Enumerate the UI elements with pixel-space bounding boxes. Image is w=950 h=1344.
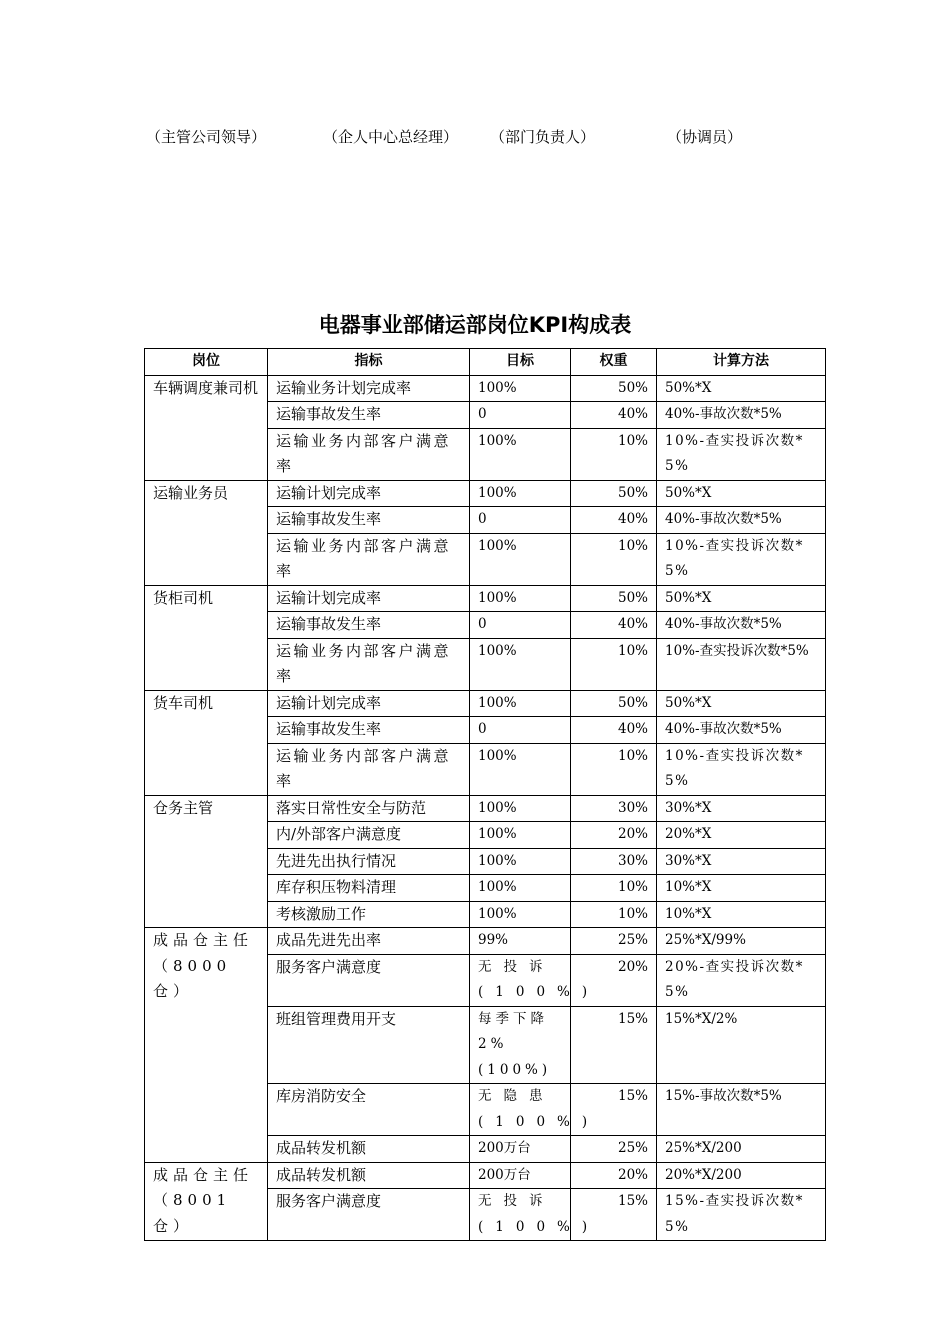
target-cell: 100% — [470, 848, 571, 875]
method-cell: 30%*X — [657, 795, 826, 822]
weight-cell: 25% — [571, 928, 657, 955]
weight-cell: 50% — [571, 690, 657, 717]
weight-cell: 40% — [571, 717, 657, 744]
weight-cell: 20% — [571, 954, 657, 1006]
weight-cell: 40% — [571, 507, 657, 534]
header-position: 岗位 — [145, 349, 268, 376]
header-method: 计算方法 — [657, 349, 826, 376]
method-cell: 40%-事故次数*5% — [657, 612, 826, 639]
signature-company-leader: （主管公司领导） — [146, 128, 267, 146]
weight-cell: 10% — [571, 901, 657, 928]
position-cell: 仓务主管 — [145, 795, 268, 928]
weight-cell: 20% — [571, 822, 657, 849]
target-cell: 200万台 — [470, 1162, 571, 1189]
weight-cell: 10% — [571, 875, 657, 902]
indicator-cell: 运输事故发生率 — [268, 717, 470, 744]
indicator-cell: 运输业务内部客户满意率 — [268, 638, 470, 690]
method-cell: 15%-事故次数*5% — [657, 1084, 826, 1136]
indicator-cell: 服务客户满意度 — [268, 954, 470, 1006]
method-cell: 10%-查实投诉次数*5% — [657, 428, 826, 480]
table-row — [145, 928, 826, 955]
target-cell: 100% — [470, 901, 571, 928]
weight-cell: 30% — [571, 795, 657, 822]
table-row — [145, 585, 826, 612]
header-weight: 权重 — [571, 349, 657, 376]
weight-cell: 10% — [571, 638, 657, 690]
weight-cell: 30% — [571, 848, 657, 875]
kpi-table — [144, 348, 826, 1241]
position-cell: 货车司机 — [145, 690, 268, 795]
table-row — [145, 795, 826, 822]
position-cell: 成品仓主任（8000仓） — [145, 928, 268, 1163]
indicator-cell: 库存积压物料清理 — [268, 875, 470, 902]
method-cell: 10%-查实投诉次数*5% — [657, 638, 826, 690]
method-cell: 50%*X — [657, 480, 826, 507]
target-cell: 99% — [470, 928, 571, 955]
signature-dept-head: （部门负责人） — [490, 128, 596, 146]
weight-cell: 25% — [571, 1136, 657, 1163]
indicator-cell: 成品转发机额 — [268, 1136, 470, 1163]
indicator-cell: 内/外部客户满意度 — [268, 822, 470, 849]
indicator-cell: 成品转发机额 — [268, 1162, 470, 1189]
target-cell: 100% — [470, 875, 571, 902]
method-cell: 50%*X — [657, 585, 826, 612]
method-cell: 20%-查实投诉次数*5% — [657, 954, 826, 1006]
target-cell: 无投诉(100%) — [470, 954, 571, 1006]
target-cell: 0 — [470, 612, 571, 639]
weight-cell: 15% — [571, 1084, 657, 1136]
table-row — [145, 375, 826, 402]
method-cell: 10%-查实投诉次数*5% — [657, 743, 826, 795]
weight-cell: 40% — [571, 612, 657, 639]
method-cell: 30%*X — [657, 848, 826, 875]
signature-hr-manager: （企人中心总经理） — [323, 128, 459, 146]
weight-cell: 10% — [571, 743, 657, 795]
target-cell: 无隐患(100%) — [470, 1084, 571, 1136]
target-cell: 200万台 — [470, 1136, 571, 1163]
target-cell: 每季下降2%(100%) — [470, 1006, 571, 1084]
weight-cell: 15% — [571, 1189, 657, 1241]
position-cell: 车辆调度兼司机 — [145, 375, 268, 480]
target-cell: 0 — [470, 717, 571, 744]
method-cell: 20%*X — [657, 822, 826, 849]
target-cell: 100% — [470, 638, 571, 690]
indicator-cell: 运输业务内部客户满意率 — [268, 533, 470, 585]
method-cell: 10%*X — [657, 875, 826, 902]
target-cell: 100% — [470, 585, 571, 612]
indicator-cell: 班组管理费用开支 — [268, 1006, 470, 1084]
position-cell: 成品仓主任（8001仓） — [145, 1162, 268, 1241]
table-row — [145, 690, 826, 717]
method-cell: 15%*X/2% — [657, 1006, 826, 1084]
weight-cell: 40% — [571, 402, 657, 429]
target-cell: 100% — [470, 533, 571, 585]
header-target: 目标 — [470, 349, 571, 376]
method-cell: 20%*X/200 — [657, 1162, 826, 1189]
table-row — [145, 480, 826, 507]
method-cell: 50%*X — [657, 690, 826, 717]
method-cell: 10%-查实投诉次数*5% — [657, 533, 826, 585]
indicator-cell: 运输计划完成率 — [268, 585, 470, 612]
weight-cell: 20% — [571, 1162, 657, 1189]
position-cell: 运输业务员 — [145, 480, 268, 585]
target-cell: 100% — [470, 428, 571, 480]
method-cell: 50%*X — [657, 375, 826, 402]
target-cell: 100% — [470, 795, 571, 822]
table-header-row — [145, 349, 826, 376]
position-cell: 货柜司机 — [145, 585, 268, 690]
indicator-cell: 考核激励工作 — [268, 901, 470, 928]
indicator-cell: 库房消防安全 — [268, 1084, 470, 1136]
indicator-cell: 运输事故发生率 — [268, 507, 470, 534]
indicator-cell: 落实日常性安全与防范 — [268, 795, 470, 822]
target-cell: 100% — [470, 480, 571, 507]
indicator-cell: 服务客户满意度 — [268, 1189, 470, 1241]
target-cell: 0 — [470, 402, 571, 429]
target-cell: 100% — [470, 743, 571, 795]
weight-cell: 50% — [571, 585, 657, 612]
method-cell: 10%*X — [657, 901, 826, 928]
table-row — [145, 1162, 826, 1189]
target-cell: 0 — [470, 507, 571, 534]
indicator-cell: 运输业务内部客户满意率 — [268, 743, 470, 795]
weight-cell: 15% — [571, 1006, 657, 1084]
indicator-cell: 成品先进先出率 — [268, 928, 470, 955]
target-cell: 无投诉(100%) — [470, 1189, 571, 1241]
weight-cell: 10% — [571, 428, 657, 480]
indicator-cell: 先进先出执行情况 — [268, 848, 470, 875]
indicator-cell: 运输计划完成率 — [268, 690, 470, 717]
page-title: 电器事业部储运部岗位KPI构成表 — [318, 313, 632, 337]
indicator-cell: 运输事故发生率 — [268, 612, 470, 639]
indicator-cell: 运输业务计划完成率 — [268, 375, 470, 402]
indicator-cell: 运输计划完成率 — [268, 480, 470, 507]
method-cell: 40%-事故次数*5% — [657, 402, 826, 429]
method-cell: 40%-事故次数*5% — [657, 717, 826, 744]
method-cell: 40%-事故次数*5% — [657, 507, 826, 534]
target-cell: 100% — [470, 375, 571, 402]
indicator-cell: 运输业务内部客户满意率 — [268, 428, 470, 480]
signature-row — [0, 126, 950, 150]
indicator-cell: 运输事故发生率 — [268, 402, 470, 429]
signature-coordinator: （协调员） — [667, 128, 743, 146]
target-cell: 100% — [470, 822, 571, 849]
method-cell: 25%*X/99% — [657, 928, 826, 955]
header-indicator: 指标 — [268, 349, 470, 376]
target-cell: 100% — [470, 690, 571, 717]
method-cell: 15%-查实投诉次数*5% — [657, 1189, 826, 1241]
weight-cell: 50% — [571, 375, 657, 402]
weight-cell: 10% — [571, 533, 657, 585]
method-cell: 25%*X/200 — [657, 1136, 826, 1163]
weight-cell: 50% — [571, 480, 657, 507]
